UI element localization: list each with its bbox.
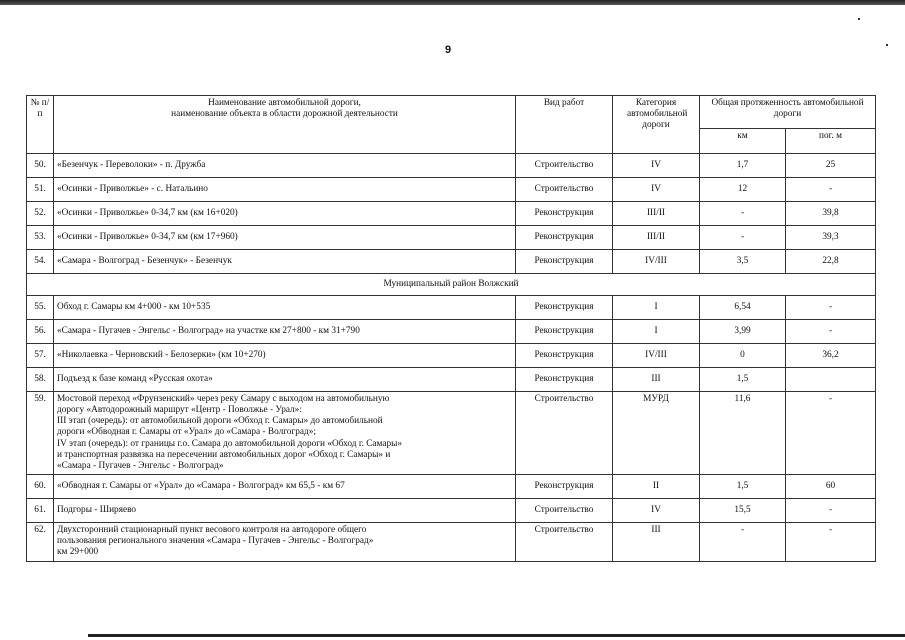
header-category: Категория автомобильной дороги [613, 96, 700, 154]
row-name-line: IV этап (очередь): от границы г.о. Самара до автомобильной дороги «Обход г. Самары» [57, 438, 403, 449]
table-row [27, 296, 876, 320]
row-m: - [786, 178, 876, 202]
table-row [27, 202, 876, 226]
row-name-line: дороги «Обводная г. Самары от «Урал» до «Самара - Волгоград»; [57, 427, 317, 438]
row-km: 6,54 [700, 296, 786, 320]
row-name: «Осинки - Приволжье» 0-34,7 км (км 17+960) [54, 226, 516, 250]
table-row [27, 178, 876, 202]
table-row [27, 250, 876, 274]
table-row [27, 344, 876, 368]
row-work: Реконструкция [516, 368, 613, 392]
header-row [27, 96, 876, 129]
row-km: 3,99 [700, 320, 786, 344]
row-category: III/II [613, 202, 700, 226]
table-row [27, 320, 876, 344]
row-num: 50. [27, 154, 54, 178]
row-work: Реконструкция [516, 250, 613, 274]
header-m: пог. м [786, 129, 876, 154]
table-row [27, 392, 876, 475]
row-work: Строительство [516, 392, 613, 475]
row-work: Реконструкция [516, 344, 613, 368]
row-m: 36,2 [786, 344, 876, 368]
row-category: IV/III [613, 250, 700, 274]
row-m: - [786, 499, 876, 523]
row-m: 39,8 [786, 202, 876, 226]
row-km: - [700, 523, 786, 561]
row-name: «Осинки - Приволжье» 0-34,7 км (км 16+020) [54, 202, 516, 226]
table-row [27, 523, 876, 561]
row-num: 59. [27, 392, 54, 475]
row-m [786, 368, 876, 392]
header-work: Вид работ [516, 96, 613, 154]
row-name-line: Двухсторонний стационарный пункт весового контроля на автодороге общего [57, 525, 367, 536]
scan-top-edge [0, 0, 905, 5]
row-km: 11,6 [700, 392, 786, 475]
row-km: - [700, 202, 786, 226]
row-m: - [786, 296, 876, 320]
row-category: IV [613, 154, 700, 178]
row-num: 61. [27, 499, 54, 523]
row-category: I [613, 320, 700, 344]
row-work: Реконструкция [516, 296, 613, 320]
row-name [54, 523, 516, 561]
table-row [27, 154, 876, 178]
row-category: IV [613, 178, 700, 202]
row-category: IV [613, 499, 700, 523]
row-name: «Николаевка - Черновский - Белозерки» (км 10+270) [54, 344, 516, 368]
row-category: I [613, 296, 700, 320]
row-name [54, 392, 516, 475]
table-row [27, 368, 876, 392]
header-length: Общая протяженность автомобильной дороги [700, 96, 876, 129]
row-m: - [786, 320, 876, 344]
row-num: 60. [27, 475, 54, 499]
row-km: 1,5 [700, 368, 786, 392]
row-name: «Обводная г. Самары от «Урал» до «Самара - Волгоград» км 65,5 - км 67 [54, 475, 516, 499]
row-num: 57. [27, 344, 54, 368]
table-row [27, 226, 876, 250]
scan-bottom-edge [88, 634, 905, 637]
row-km: 15,5 [700, 499, 786, 523]
row-work: Строительство [516, 154, 613, 178]
row-category: IV/III [613, 344, 700, 368]
header-name-line1: Наименование автомобильной дороги, [208, 98, 361, 108]
row-name: «Самара - Пугачев - Энгельс - Волгоград» на участке км 27+800 - км 31+790 [54, 320, 516, 344]
row-category: III/II [613, 226, 700, 250]
row-km: 0 [700, 344, 786, 368]
table-row [27, 475, 876, 499]
page-number: 9 [444, 44, 452, 56]
row-m: 22,8 [786, 250, 876, 274]
row-name-line: пользования регионального значения «Самара - Пугачев - Энгельс - Волгоград» [57, 536, 374, 547]
row-km: 12 [700, 178, 786, 202]
row-work: Реконструкция [516, 202, 613, 226]
row-work: Строительство [516, 178, 613, 202]
roads-table [26, 95, 876, 562]
header-name [54, 96, 516, 154]
row-km: 1,7 [700, 154, 786, 178]
header-name-line2: наименование объекта в области дорожной деятельности [171, 109, 398, 120]
row-name: Подгоры - Ширяево [54, 499, 516, 523]
row-num: 62. [27, 523, 54, 561]
row-name: «Безенчук - Переволоки» - п. Дружба [54, 154, 516, 178]
header-num: № п/п [27, 96, 54, 154]
row-name-line: дорогу «Автодорожный маршрут «Центр - Поволжье - Урал»: [57, 405, 302, 416]
row-num: 51. [27, 178, 54, 202]
section-row [27, 274, 876, 296]
row-num: 52. [27, 202, 54, 226]
row-num: 53. [27, 226, 54, 250]
row-num: 56. [27, 320, 54, 344]
row-work: Реконструкция [516, 320, 613, 344]
row-m: 39,3 [786, 226, 876, 250]
table-row [27, 499, 876, 523]
row-m: - [786, 392, 876, 475]
row-name-line: «Самара - Пугачев - Энгельс - Волгоград» [57, 460, 224, 471]
row-km: - [700, 226, 786, 250]
row-category: МУРД [613, 392, 700, 475]
row-work: Реконструкция [516, 475, 613, 499]
row-name-line: III этап (очередь): от автомобильной дороги «Обход г. Самары» до автомобильной [57, 416, 383, 427]
row-name: «Самара - Волгоград - Безенчук» - Безенчук [54, 250, 516, 274]
row-num: 54. [27, 250, 54, 274]
row-name-line: и транспортная развязка на пересечении автомобильных дорог «Обход г. Самары» и [57, 449, 391, 460]
section-title: Муниципальный район Волжский [27, 274, 876, 296]
scan-speck [886, 44, 888, 46]
row-km: 1,5 [700, 475, 786, 499]
row-m: 25 [786, 154, 876, 178]
row-work: Строительство [516, 523, 613, 561]
row-name: Обход г. Самары км 4+000 - км 10+535 [54, 296, 516, 320]
row-category: III [613, 523, 700, 561]
row-name: Подъезд к базе команд «Русская охота» [54, 368, 516, 392]
scan-speck [858, 18, 860, 20]
row-work: Реконструкция [516, 226, 613, 250]
row-name-line: Мостовой переход «Фрунзенский» через реку Самару с выходом на автомобильную [57, 394, 390, 404]
row-num: 55. [27, 296, 54, 320]
row-m: - [786, 523, 876, 561]
row-num: 58. [27, 368, 54, 392]
header-km: км [700, 129, 786, 154]
row-m: 60 [786, 475, 876, 499]
row-work: Строительство [516, 499, 613, 523]
row-name-line: км 29+000 [57, 547, 99, 558]
row-km: 3,5 [700, 250, 786, 274]
row-name: «Осинки - Приволжье» - с. Натальино [54, 178, 516, 202]
row-category: II [613, 475, 700, 499]
row-category: III [613, 368, 700, 392]
